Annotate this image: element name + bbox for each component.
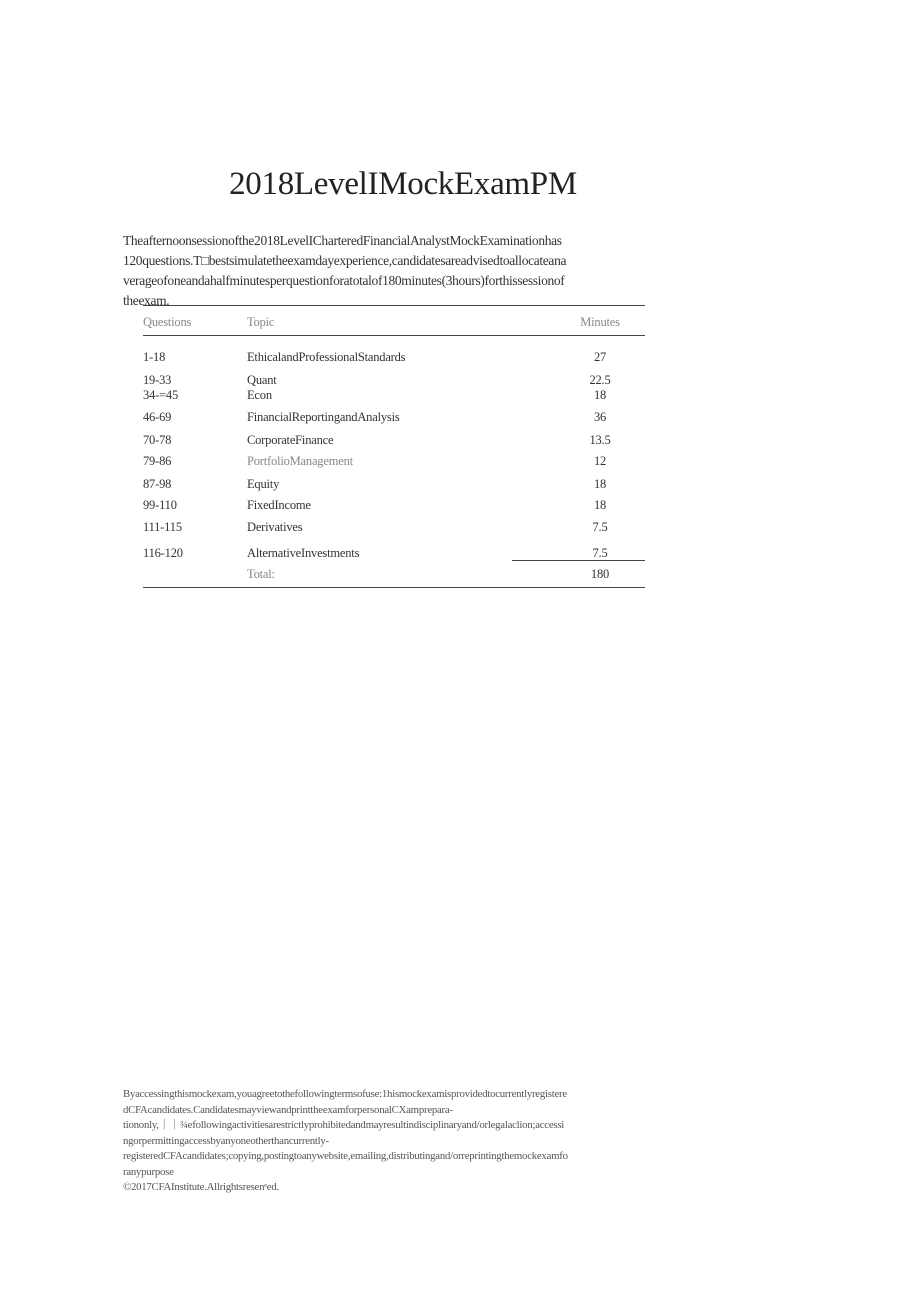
page-title: 2018LevelIMockExamPM: [229, 166, 577, 202]
row-topic: Equity: [247, 477, 280, 491]
row-topic: Quant: [247, 373, 277, 387]
row-minutes: 27: [593, 350, 607, 364]
row-topic: Derivatives: [247, 520, 303, 534]
copyright: ©2017CFAInstitute.Allrightsresenᵉed.: [123, 1181, 279, 1193]
row-topic: FixedIncome: [247, 498, 311, 512]
row-questions: 34-=45: [143, 388, 179, 402]
row-questions: 19-33: [143, 373, 172, 387]
table-header-rule: [143, 335, 645, 336]
row-questions: 70-78: [143, 433, 172, 447]
row-minutes: 36: [593, 410, 607, 424]
header-topic: Topic: [247, 315, 275, 329]
row-topic: Econ: [247, 388, 272, 402]
table-row: [0, 373, 920, 389]
table-row: [0, 433, 920, 449]
row-minutes: 13.5: [589, 433, 611, 447]
row-topic: CorporateFinance: [247, 433, 334, 447]
row-topic: PortfolioManagement: [247, 454, 353, 468]
intro-line: Theafternoonsessionofthe2018LevelICharteredFinancialAnalystMockExaminationhas: [123, 233, 562, 248]
row-minutes: 12: [593, 454, 607, 468]
row-minutes: 22.5: [589, 373, 611, 387]
footer-line: dCFAcandidates.CandidatesmayviewandprinttheexamforpersonalCXamprepara-: [123, 1103, 453, 1116]
footer-line: Byaccessingthismockexam,youagreetothefollowingtermsofuse:1hismockexamisprovidedtocurrentlyregistere: [123, 1088, 567, 1100]
footer-line: ranypurpose: [123, 1165, 174, 1178]
intro-line: 120questions.T□bestsimulatetheexamdayexperience,candidatesareadvisedtoallocateana: [123, 253, 567, 268]
row-questions: 87-98: [143, 477, 172, 491]
intro-line: theexam.: [123, 293, 170, 308]
table-total-row: [0, 567, 920, 583]
footer-line: ngorpermittingaccessbyanyoneotherthancurrently-: [123, 1134, 329, 1147]
row-topic: EthicalandProfessionalStandards: [247, 350, 406, 364]
total-value: 180: [590, 567, 610, 581]
row-topic: FinancialReportingandAnalysis: [247, 410, 400, 424]
footer-line: registeredCFAcandidates;copying,postingtoanywebsite,emailing,distributingand/orreprintingthemockexamfo: [123, 1150, 568, 1162]
row-questions: 111-115: [143, 520, 182, 534]
row-questions: 99-110: [143, 498, 177, 512]
intro-paragraph: [123, 231, 668, 311]
header-questions: Questions: [143, 315, 192, 329]
table-row: [0, 410, 920, 426]
table-row: [0, 477, 920, 493]
row-questions: 46-69: [143, 410, 172, 424]
row-minutes: 7.5: [592, 546, 608, 560]
header-minutes: Minutes: [580, 315, 620, 329]
table-row: [0, 350, 920, 366]
table-header-row: [0, 315, 920, 331]
row-minutes: 18: [593, 477, 607, 491]
subtotal-rule: [512, 560, 645, 561]
total-label: Total:: [247, 567, 275, 581]
terms-of-use: [123, 1087, 668, 1196]
row-questions: 116-120: [143, 546, 183, 560]
table-row: [0, 454, 920, 470]
table-top-rule: [143, 305, 645, 306]
table-row: [0, 520, 920, 536]
footer-line: tiononly,｜｜¾efollowingactivitiesarestrictlyprohibitedandmayresultindisciplinaryand/orlegalaclion;accessi: [123, 1119, 565, 1131]
intro-line: verageofoneandahalfminutesperquestionforatotalof180minutes(3hours)forthissessionof: [123, 273, 565, 288]
row-minutes: 18: [593, 498, 607, 512]
row-topic: AlternativeInvestments: [247, 546, 360, 560]
table-bottom-rule: [143, 587, 645, 588]
row-minutes: 7.5: [592, 520, 608, 534]
row-minutes: 18: [593, 388, 607, 402]
table-row: [0, 388, 920, 404]
row-questions: 79-86: [143, 454, 172, 468]
row-questions: 1-18: [143, 350, 166, 364]
table-row: [0, 498, 920, 514]
table-row: [0, 546, 920, 562]
